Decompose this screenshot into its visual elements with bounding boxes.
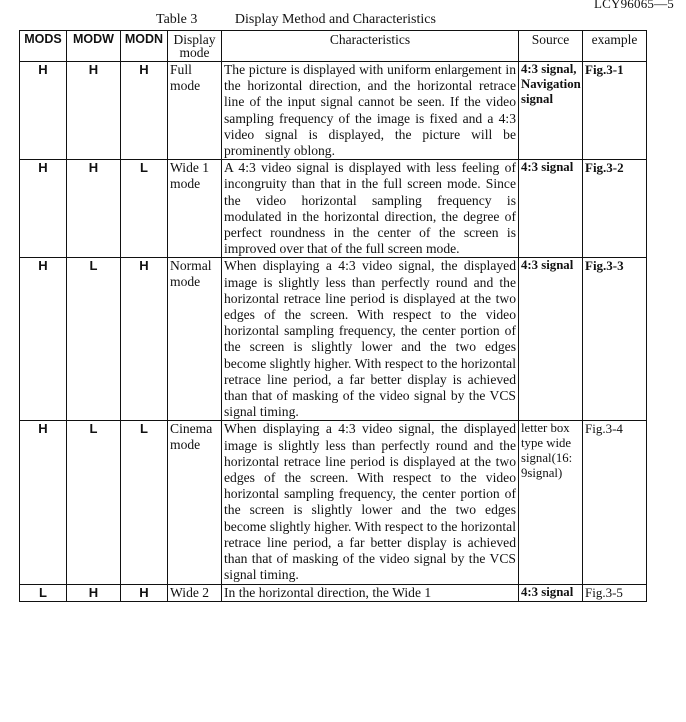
table-title: Display Method and Characteristics bbox=[234, 12, 436, 27]
header-display-mode: Display mode bbox=[168, 31, 222, 62]
header-mods: MODS bbox=[20, 31, 67, 62]
cell-mods: H bbox=[20, 62, 67, 160]
header-modn: MODN bbox=[121, 31, 168, 62]
cell-modw: L bbox=[67, 258, 121, 421]
header-characteristics: Characteristics bbox=[222, 31, 519, 62]
cell-display-mode: Wide 1 mode bbox=[168, 160, 222, 258]
cell-source: 4:3 signal bbox=[519, 584, 583, 601]
cell-characteristics: When displaying a 4:3 video signal, the displayed image is slightly less than perfectly round and the horizontal retrace line period is displayed at the two edges of the screen. With respect to the video horizontal sampling frequency, the center portion of the screen is slightly lower and the two edges become slightly higher. With respect to the horizontal retrace line period, a far better display is achieved than that of masking of the video signal by the VCS signal timing. bbox=[222, 258, 519, 421]
cell-characteristics: In the horizontal direction, the Wide 1 bbox=[222, 584, 519, 601]
table-row bbox=[20, 258, 647, 421]
cell-modw: L bbox=[67, 421, 121, 584]
document-id: LCY96065—5 bbox=[594, 0, 674, 11]
table-header-row bbox=[20, 31, 647, 62]
header-example: example bbox=[583, 31, 647, 62]
cell-mods: H bbox=[20, 160, 67, 258]
table-number: Table 3 bbox=[156, 12, 198, 27]
cell-display-mode: Wide 2 bbox=[168, 584, 222, 601]
cell-example: Fig.3-1 bbox=[583, 62, 647, 160]
cell-display-mode: Full mode bbox=[168, 62, 222, 160]
cell-display-mode: Cinema mode bbox=[168, 421, 222, 584]
cell-characteristics: The picture is displayed with uniform enlargement in the horizontal direction, and the horizontal retrace line of the input signal cannot be seen. If the video sampling frequency of the image is fixed and a 4:3 video signal is displayed, the picture will be prominently oblong. bbox=[222, 62, 519, 160]
cell-mods: H bbox=[20, 421, 67, 584]
cell-example: Fig.3-5 bbox=[583, 584, 647, 601]
table-row bbox=[20, 584, 647, 601]
table-row bbox=[20, 62, 647, 160]
cell-modw: H bbox=[67, 584, 121, 601]
table-row bbox=[20, 421, 647, 584]
cell-modw: H bbox=[67, 62, 121, 160]
header-source: Source bbox=[519, 31, 583, 62]
cell-modn: H bbox=[121, 584, 168, 601]
cell-example: Fig.3-4 bbox=[583, 421, 647, 584]
cell-mods: H bbox=[20, 258, 67, 421]
cell-characteristics: When displaying a 4:3 video signal, the displayed image is slightly less than perfectly round and the horizontal retrace line period is displayed at the two edges of the screen. With respect to the video horizontal sampling frequency, the center portion of the screen is slightly lower and the two edges become slightly higher. With respect to the horizontal retrace line period, a far better display is achieved than that of masking of the video signal by the VCS signal timing. bbox=[222, 421, 519, 584]
header-modw: MODW bbox=[67, 31, 121, 62]
cell-source: 4:3 signal, Navigation signal bbox=[519, 62, 583, 160]
cell-example: Fig.3-3 bbox=[583, 258, 647, 421]
cell-modn: L bbox=[121, 421, 168, 584]
cell-modn: L bbox=[121, 160, 168, 258]
cell-display-mode: Normal mode bbox=[168, 258, 222, 421]
table-row bbox=[20, 160, 647, 258]
cell-source: 4:3 signal bbox=[519, 258, 583, 421]
cell-mods: L bbox=[20, 584, 67, 601]
cell-source: letter box type wide signal(16: 9signal) bbox=[519, 421, 583, 584]
cell-modw: H bbox=[67, 160, 121, 258]
table-caption bbox=[156, 12, 436, 28]
cell-modn: H bbox=[121, 62, 168, 160]
cell-characteristics: A 4:3 video signal is displayed with less feeling of incongruity than that in the full screen mode. Since the video horizontal sampling frequency is modulated in the horizontal direction, the degree of perfect roundness in the center of the screen is improved over that of the full screen mode. bbox=[222, 160, 519, 258]
cell-modn: H bbox=[121, 258, 168, 421]
cell-source: 4:3 signal bbox=[519, 160, 583, 258]
cell-example: Fig.3-2 bbox=[583, 160, 647, 258]
display-method-table bbox=[19, 30, 647, 602]
